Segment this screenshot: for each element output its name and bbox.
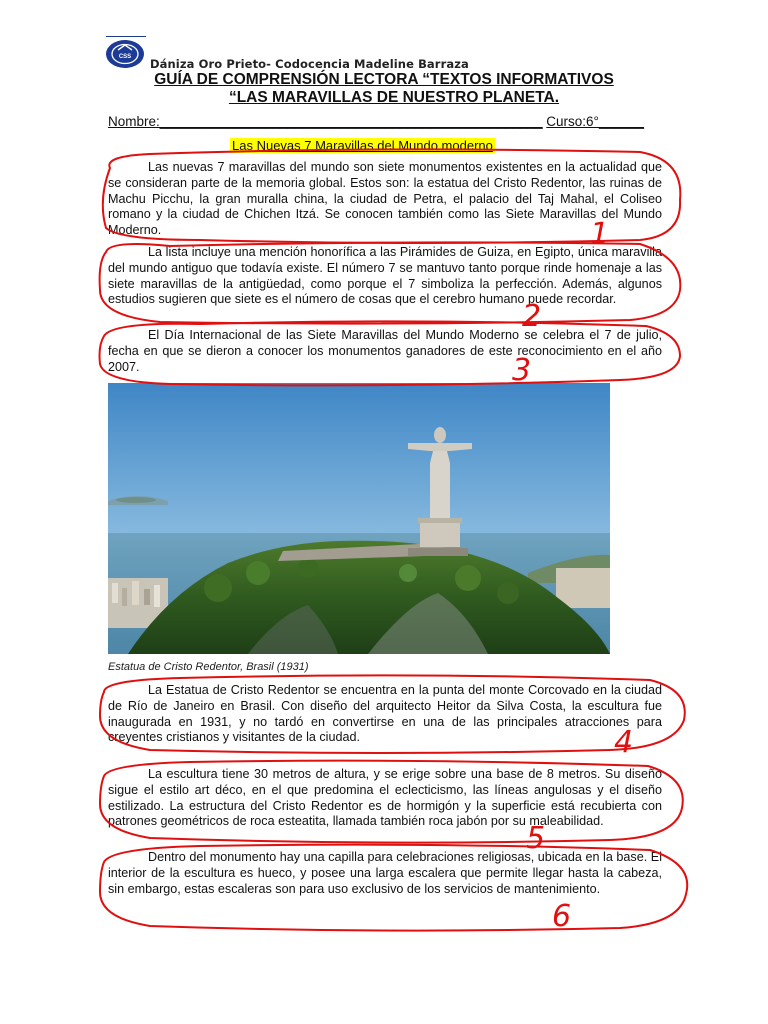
student-info-row (108, 114, 644, 129)
paragraph-2-text: La lista incluye una mención honorífica a las Pirámides de Guiza, en Egipto, única maravilla del mundo antiguo que todavía existe. El número 7 se mantuvo tanto porque rinde homenaje a las siete maravillas de la antigüedad, como porque el 7 simboliza la perfección. Además, algunos estudios sugieren que siete es el número de cosas que el cerebro humano puede recordar. (108, 245, 662, 307)
number-1: 1 (590, 217, 610, 252)
cristo-redentor-photo (108, 383, 610, 654)
paragraph-1 (108, 160, 662, 239)
paragraph-4 (108, 683, 662, 746)
grade-field[interactable]: Curso:6°______ (546, 114, 644, 129)
paragraph-1-text: Las nuevas 7 maravillas del mundo son siete monumentos existentes en la actualidad que se consideran parte de la memoria global. Estos son: la estatua del Cristo Redentor, las ruinas de Machu Picchu, la gran muralla china, la ciudad de Petra, el palacio del Taj Mahal, el Coliseo romano y la ciudad de Chichen Itzá. Se conocen también como las Siete Maravillas del Mundo Moderno. (108, 160, 662, 238)
svg-text:CSS: CSS (118, 54, 132, 60)
guide-title-line1: GUÍA DE COMPRENSIÓN LECTORA “TEXTOS INFORMATIVOS (154, 71, 614, 88)
paragraph-4-text: La Estatua de Cristo Redentor se encuentra en la punta del monte Corcovado en la ciudad de Río de Janeiro en Brasil. Con diseño del arquitecto Heitor da Silva Costa, la escultura fue inaugurada en 1931, y no tardó en convertirse en una de las principales atracciones para creyentes cristianos y visitantes de la ciudad. (108, 683, 662, 745)
paragraph-5 (108, 767, 662, 830)
number-2: 2 (522, 299, 542, 334)
paragraph-6-text: Dentro del monumento hay una capilla para celebraciones religiosas, ubicada en la base. El interior de la escultura es hueco, y posee una larga escalera que permite llegar hasta la cabeza, sin embargo, estas escaleras son para uso exclusivo de los servicios de mantenimiento. (108, 850, 662, 896)
paragraph-2 (108, 245, 662, 308)
guide-title-line2: “LAS MARAVILLAS DE NUESTRO PLANETA. (228, 89, 560, 106)
authors-line: Dániza Oro Prieto- Codocencia Madeline Barraza (150, 57, 469, 71)
name-field[interactable]: Nombre:___________________________________________________ (108, 114, 543, 129)
school-logo (103, 36, 147, 70)
paragraph-6 (108, 850, 662, 897)
number-5: 5 (526, 821, 546, 856)
section-heading: Las Nuevas 7 Maravillas del Mundo moderno (232, 138, 493, 153)
photo-caption: Estatua de Cristo Redentor, Brasil (1931) (108, 661, 309, 673)
number-3: 3 (512, 353, 532, 388)
paragraph-3-text: El Día Internacional de las Siete Maravillas del Mundo Moderno se celebra el 7 de julio, fecha en que se dieron a conocer los monumentos ganadores de este reconocimiento en el año 2007. (108, 328, 662, 374)
number-4: 4 (614, 725, 634, 760)
paragraph-5-text: La escultura tiene 30 metros de altura, y se erige sobre una base de 8 metros. Su diseño sigue el estilo art déco, en el que predomina el eclecticismo, las líneas angulosas y el diseño estilizado. La estructura del Cristo Redentor es de hormigón y la superficie está recubierta con patrones geométricos de roca esteatita, llamada también roca jabón por su maleabilidad. (108, 767, 662, 829)
number-6: 6 (552, 899, 572, 934)
paragraph-3 (108, 328, 662, 375)
